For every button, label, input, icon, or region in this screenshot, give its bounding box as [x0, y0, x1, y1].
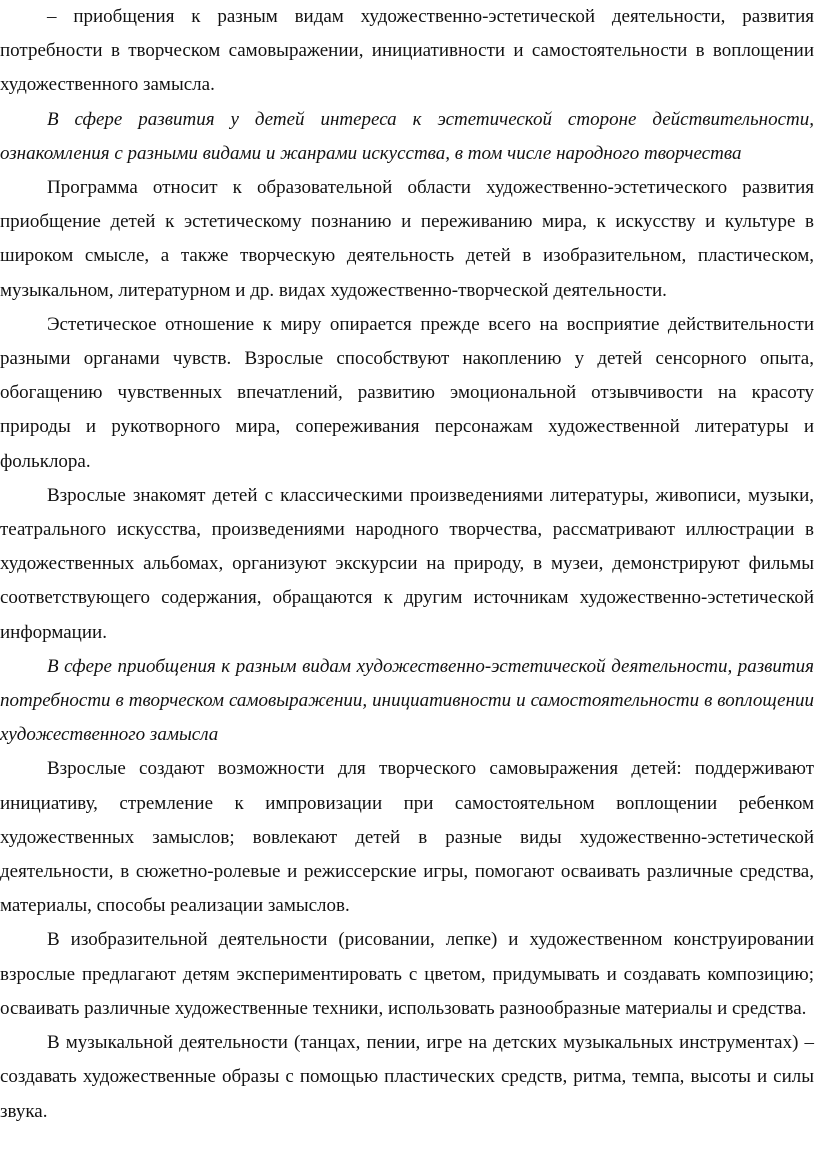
paragraph-3: Эстетическое отношение к миру опирается прежде всего на восприятие действительности разными органами чувств. Взрослые способствуют накоплению у детей сенсорного опыта, обогащению чувственных впечатлений, развитию эмоциональной отзывчивости на красоту природы и рукотворного мира, сопереживания персонажам художественной литературы и фольклора.: [0, 313, 814, 472]
paragraph-4: Взрослые знакомят детей с классическими произведениями литературы, живописи, музыки, театрального искусства, произведениями народного творчества, рассматривают иллюстрации в художественных альбомах, организуют экскурсии на природу, в музеи, демонстрируют фильмы соответствующего содержания, обращаются к другим источникам художественно-эстетической информации.: [0, 484, 814, 643]
italic-heading-2: В сфере приобщения к разным видам художественно-эстетической деятельности, развития потребности в творческом самовыражении, инициативности и самостоятельности в воплощении художественного замысла: [0, 655, 814, 746]
paragraph-1: – приобщения к разным видам художественно-эстетической деятельности, развития потребности в творческом самовыражении, инициативности и самостоятельности в воплощении художественного замысла.: [0, 6, 814, 96]
paragraph-2: Программа относит к образовательной области художественно-эстетического развития приобщение детей к эстетическому познанию и переживанию мира, к искусству и культуре в широком смысле, а также творческую деятельность детей в изобразительном, пластическом, музыкальном, литературном и др. видах художественно-творческой деятельности.: [0, 177, 814, 301]
paragraph-7: В музыкальной деятельности (танцах, пении, игре на детских музыкальных инструментах) – создавать художественные образы с помощью пластических средств, ритма, темпа, высоты и силы звука.: [0, 1032, 814, 1122]
paragraph-5: Взрослые создают возможности для творческого самовыражения детей: поддерживают инициативу, стремление к импровизации при самостоятельном воплощении ребенком художественных замыслов; вовлекают детей в разные виды художественно-эстетической деятельности, в сюжетно-ролевые и режиссерские игры, помогают осваивать различные средства, материалы, способы реализации замыслов.: [0, 758, 814, 917]
italic-heading-1: В сфере развития у детей интереса к эстетической стороне действительности, ознакомления с разными видами и жанрами искусства, в том числе народного творчества: [0, 108, 814, 164]
paragraph-6: В изобразительной деятельности (рисовании, лепке) и художественном конструировании взрослые предлагают детям экспериментировать с цветом, придумывать и создавать композицию; осваивать различные художественные техники, использовать разнообразные материалы и средства.: [0, 929, 814, 1019]
